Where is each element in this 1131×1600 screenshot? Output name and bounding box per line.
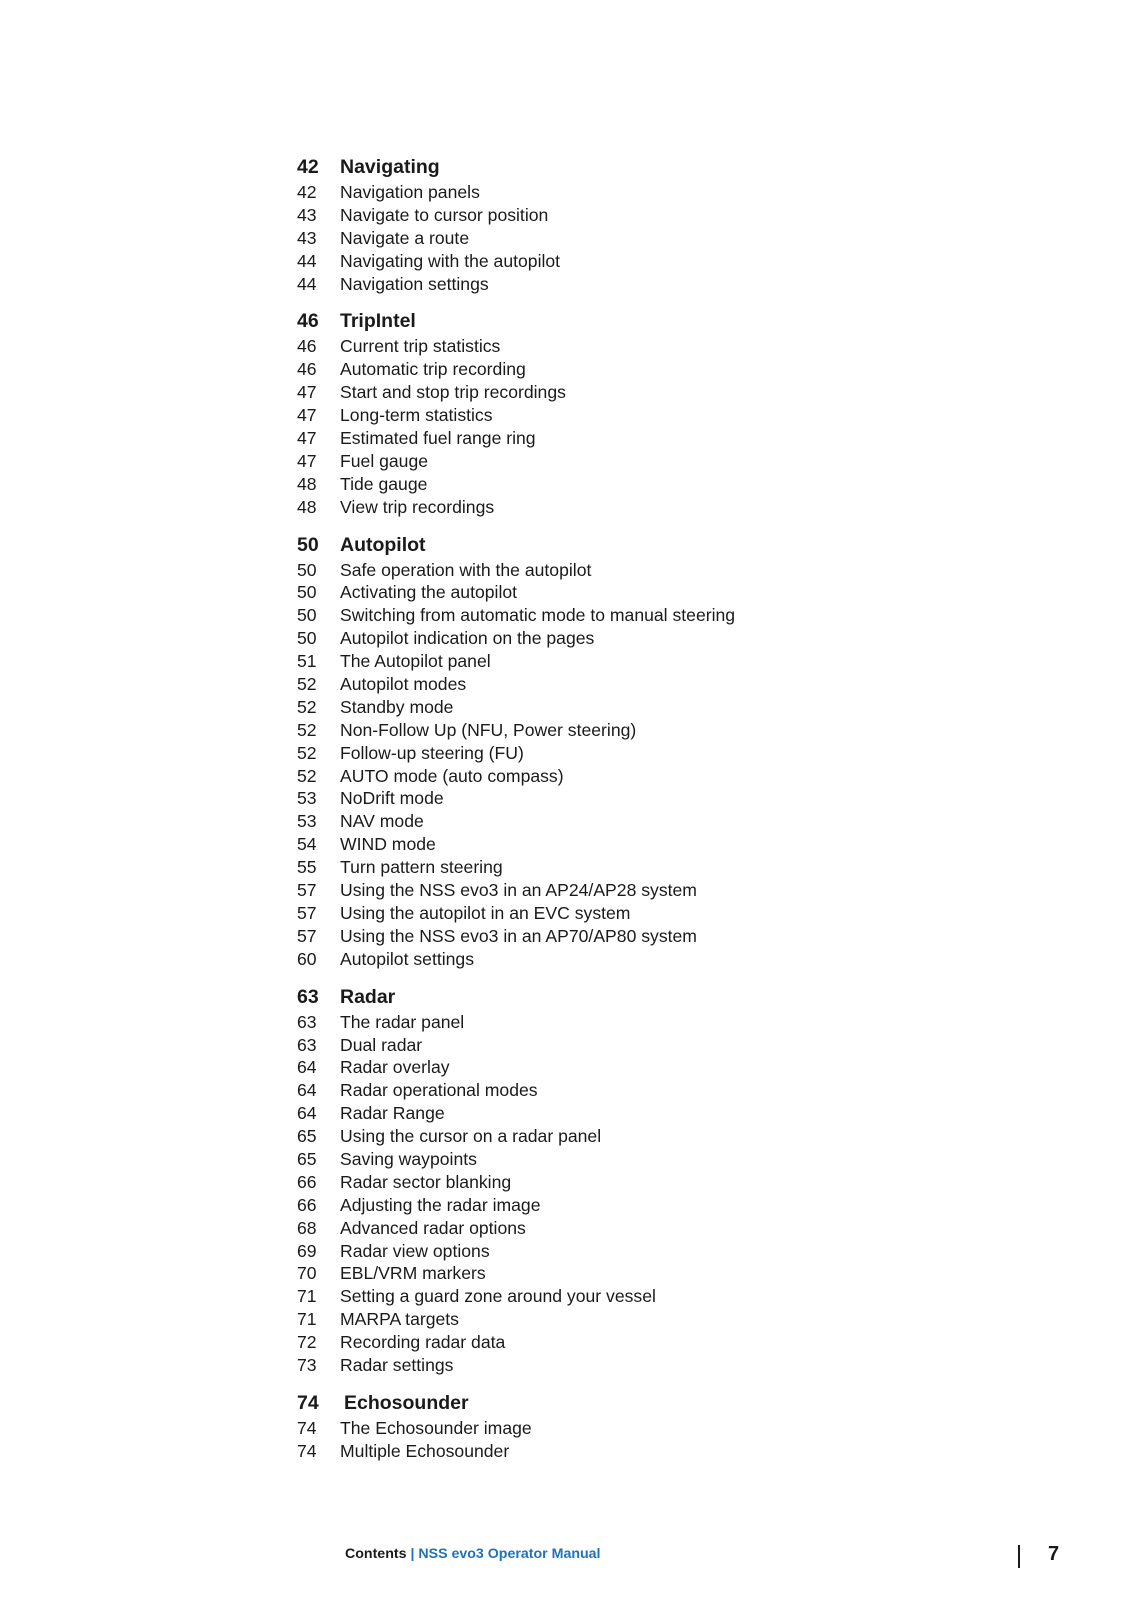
entry-page-number: 68 <box>297 1217 317 1238</box>
entry-page-number: 53 <box>297 811 317 832</box>
toc-entry[interactable] <box>297 335 897 358</box>
toc-entry[interactable] <box>297 427 897 450</box>
toc-entry[interactable] <box>297 1194 897 1217</box>
entry-title: Turn pattern steering <box>340 857 503 878</box>
toc-entry[interactable] <box>297 581 897 604</box>
toc-section <box>297 1390 897 1463</box>
toc-entry[interactable] <box>297 787 897 810</box>
toc-chapter-heading[interactable] <box>297 308 897 334</box>
entry-page-number: 57 <box>297 902 317 923</box>
toc-entry[interactable] <box>297 925 897 948</box>
entry-title: Autopilot modes <box>340 674 467 695</box>
entry-title: Setting a guard zone around your vessel <box>340 1286 656 1307</box>
entry-page-number: 54 <box>297 834 317 855</box>
toc-entry[interactable] <box>297 673 897 696</box>
entry-page-number: 52 <box>297 742 317 763</box>
entry-page-number: 46 <box>297 336 317 357</box>
entry-title: Recording radar data <box>340 1332 506 1353</box>
entry-page-number: 50 <box>297 582 317 603</box>
toc-entry[interactable] <box>297 1262 897 1285</box>
toc-entry[interactable] <box>297 473 897 496</box>
entry-page-number: 48 <box>297 473 317 494</box>
toc-entry[interactable] <box>297 948 897 971</box>
page-number: 7 <box>1048 1543 1060 1565</box>
table-of-contents <box>297 154 897 1476</box>
entry-title: Follow-up steering (FU) <box>340 742 524 763</box>
footer-manual-title: NSS evo3 Operator Manual <box>418 1546 601 1562</box>
entry-page-number: 63 <box>297 1034 317 1055</box>
chapter-title: Navigating <box>340 156 440 178</box>
entry-title: Adjusting the radar image <box>340 1194 541 1215</box>
entry-title: Estimated fuel range ring <box>340 428 536 449</box>
entry-page-number: 71 <box>297 1309 317 1330</box>
entry-title: Autopilot indication on the pages <box>340 628 595 649</box>
entry-title: Navigating with the autopilot <box>340 250 561 271</box>
entry-title: Current trip statistics <box>340 336 501 357</box>
entry-page-number: 66 <box>297 1171 317 1192</box>
entry-page-number: 74 <box>297 1440 317 1461</box>
entry-title: Radar Range <box>340 1103 445 1124</box>
page-footer <box>345 1546 601 1562</box>
entry-title: Radar view options <box>340 1240 490 1261</box>
entry-page-number: 64 <box>297 1103 317 1124</box>
entry-title: Automatic trip recording <box>340 359 526 380</box>
entry-title: Navigate a route <box>340 227 470 248</box>
toc-entry[interactable] <box>297 742 897 765</box>
entry-page-number: 71 <box>297 1286 317 1307</box>
entry-title: Standby mode <box>340 696 454 717</box>
chapter-page-number: 42 <box>297 156 319 178</box>
footer-separator: | <box>410 1546 415 1562</box>
toc-chapter-heading[interactable] <box>297 984 897 1010</box>
toc-entry[interactable] <box>297 1217 897 1240</box>
entry-title: Using the cursor on a radar panel <box>340 1126 602 1147</box>
toc-entry[interactable] <box>297 1034 897 1057</box>
entry-page-number: 47 <box>297 405 317 426</box>
toc-entry[interactable] <box>297 879 897 902</box>
entry-page-number: 73 <box>297 1354 317 1375</box>
toc-entry[interactable] <box>297 1011 897 1034</box>
entry-page-number: 51 <box>297 651 317 672</box>
toc-section <box>297 984 897 1377</box>
toc-entry[interactable] <box>297 856 897 879</box>
entry-title: Radar sector blanking <box>340 1171 512 1192</box>
chapter-title: Radar <box>340 985 396 1008</box>
toc-entry[interactable] <box>297 204 897 227</box>
toc-entry[interactable] <box>297 1308 897 1331</box>
entry-page-number: 72 <box>297 1332 317 1353</box>
toc-entry[interactable] <box>297 765 897 788</box>
entry-page-number: 53 <box>297 788 317 809</box>
entry-page-number: 50 <box>297 605 317 626</box>
entry-title: Dual radar <box>340 1034 423 1055</box>
entry-title: EBL/VRM markers <box>340 1263 486 1284</box>
entry-title: Radar overlay <box>340 1057 450 1078</box>
toc-entry[interactable] <box>297 404 897 427</box>
entry-title: Radar settings <box>340 1354 454 1375</box>
entry-page-number: 52 <box>297 696 317 717</box>
entry-page-number: 55 <box>297 857 317 878</box>
entry-title: Safe operation with the autopilot <box>340 559 592 580</box>
chapter-title: Autopilot <box>340 533 426 556</box>
entry-page-number: 65 <box>297 1126 317 1147</box>
entry-title: NAV mode <box>340 811 424 832</box>
entry-title: The Autopilot panel <box>340 651 491 672</box>
entry-page-number: 57 <box>297 880 317 901</box>
entry-page-number: 66 <box>297 1194 317 1215</box>
toc-entry[interactable] <box>297 381 897 404</box>
toc-entry[interactable] <box>297 1285 897 1308</box>
entry-title: WIND mode <box>340 834 436 855</box>
toc-entry[interactable] <box>297 496 897 519</box>
entry-title: Autopilot settings <box>340 948 474 969</box>
toc-entry[interactable] <box>297 273 897 296</box>
entry-page-number: 52 <box>297 674 317 695</box>
toc-section <box>297 532 897 971</box>
toc-entry[interactable] <box>297 1148 897 1171</box>
toc-section <box>297 154 897 295</box>
chapter-page-number: 46 <box>297 310 319 333</box>
toc-chapter-heading[interactable] <box>297 154 897 180</box>
entry-title: Using the NSS evo3 in an AP70/AP80 system <box>340 925 697 946</box>
toc-entry[interactable] <box>297 833 897 856</box>
toc-entry[interactable] <box>297 1440 897 1463</box>
entry-title: View trip recordings <box>340 496 495 517</box>
toc-entry[interactable] <box>297 719 897 742</box>
toc-entry[interactable] <box>297 181 897 204</box>
entry-page-number: 43 <box>297 204 317 225</box>
entry-title: Long-term statistics <box>340 405 493 426</box>
entry-title: Switching from automatic mode to manual steering <box>340 605 736 626</box>
entry-page-number: 47 <box>297 382 317 403</box>
toc-entry[interactable] <box>297 227 897 250</box>
chapter-title: TripIntel <box>340 310 416 333</box>
entry-page-number: 57 <box>297 925 317 946</box>
entry-page-number: 64 <box>297 1057 317 1078</box>
toc-entry[interactable] <box>297 1102 897 1125</box>
entry-title: Using the NSS evo3 in an AP24/AP28 system <box>340 880 697 901</box>
toc-chapter-heading[interactable] <box>297 532 897 558</box>
entry-page-number: 50 <box>297 628 317 649</box>
entry-title: Using the autopilot in an EVC system <box>340 902 631 923</box>
page-number-divider <box>1018 1545 1020 1568</box>
toc-entry[interactable] <box>297 250 897 273</box>
entry-title: Saving waypoints <box>340 1148 477 1169</box>
toc-entry[interactable] <box>297 1331 897 1354</box>
chapter-page-number: 74 <box>297 1391 319 1414</box>
entry-page-number: 74 <box>297 1417 317 1438</box>
toc-entry[interactable] <box>297 1417 897 1440</box>
chapter-page-number: 50 <box>297 533 319 556</box>
entry-title: Start and stop trip recordings <box>340 382 566 403</box>
entry-page-number: 48 <box>297 496 317 517</box>
toc-entry[interactable] <box>297 627 897 650</box>
entry-page-number: 50 <box>297 559 317 580</box>
entry-title: Navigation settings <box>340 273 489 294</box>
entry-title: Tide gauge <box>340 473 428 494</box>
entry-page-number: 44 <box>297 273 317 294</box>
entry-page-number: 64 <box>297 1080 317 1101</box>
entry-page-number: 60 <box>297 948 317 969</box>
entry-title: Radar operational modes <box>340 1080 538 1101</box>
toc-entry[interactable] <box>297 604 897 627</box>
entry-title: Navigation panels <box>340 182 480 202</box>
toc-entry[interactable] <box>297 1240 897 1263</box>
entry-title: NoDrift mode <box>340 788 444 809</box>
entry-page-number: 43 <box>297 227 317 248</box>
toc-entry[interactable] <box>297 1079 897 1102</box>
entry-page-number: 46 <box>297 359 317 380</box>
entry-page-number: 69 <box>297 1240 317 1261</box>
entry-title: Non-Follow Up (NFU, Power steering) <box>340 719 637 740</box>
entry-page-number: 47 <box>297 450 317 471</box>
entry-title: AUTO mode (auto compass) <box>340 765 564 786</box>
entry-title: Fuel gauge <box>340 450 429 471</box>
chapter-title: Echosounder <box>344 1391 469 1414</box>
entry-title: Advanced radar options <box>340 1217 526 1238</box>
entry-page-number: 52 <box>297 765 317 786</box>
entry-title: Activating the autopilot <box>340 582 518 603</box>
entry-title: The Echosounder image <box>340 1417 532 1438</box>
toc-entry[interactable] <box>297 1056 897 1079</box>
toc-chapter-heading[interactable] <box>297 1390 897 1416</box>
entry-title: MARPA targets <box>340 1309 459 1330</box>
toc-section <box>297 308 897 518</box>
entry-page-number: 70 <box>297 1263 317 1284</box>
entry-title: Multiple Echosounder <box>340 1440 510 1461</box>
toc-entry[interactable] <box>297 650 897 673</box>
chapter-page-number: 63 <box>297 985 319 1008</box>
entry-page-number: 44 <box>297 250 317 271</box>
entry-page-number: 52 <box>297 719 317 740</box>
entry-page-number: 42 <box>297 182 317 202</box>
toc-entry[interactable] <box>297 1171 897 1194</box>
toc-entry[interactable] <box>297 696 897 719</box>
toc-entry[interactable] <box>297 902 897 925</box>
entry-page-number: 47 <box>297 428 317 449</box>
toc-entry[interactable] <box>297 1125 897 1148</box>
footer-section-label: Contents <box>345 1546 407 1562</box>
toc-entry[interactable] <box>297 450 897 473</box>
entry-page-number: 63 <box>297 1011 317 1032</box>
toc-entry[interactable] <box>297 1354 897 1377</box>
entry-title: The radar panel <box>340 1011 465 1032</box>
toc-entry[interactable] <box>297 559 897 582</box>
toc-entry[interactable] <box>297 358 897 381</box>
entry-page-number: 65 <box>297 1148 317 1169</box>
toc-entry[interactable] <box>297 810 897 833</box>
entry-title: Navigate to cursor position <box>340 204 549 225</box>
